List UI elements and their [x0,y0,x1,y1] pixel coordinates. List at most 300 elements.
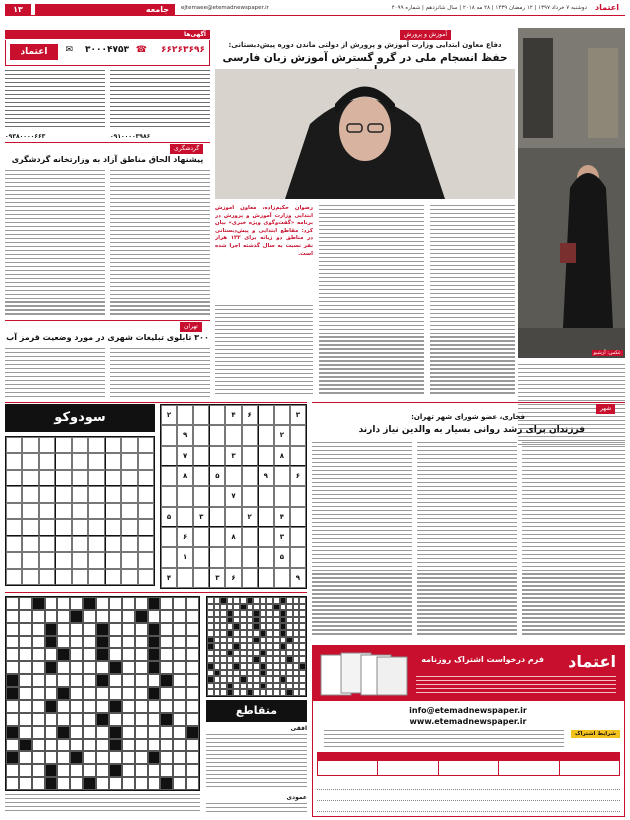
sudoku-cell[interactable]: ۶ [242,405,258,425]
crossword-cell[interactable] [45,700,58,713]
sudoku-cell[interactable] [161,486,177,506]
sudoku-cell[interactable]: ۹ [290,568,306,588]
sudoku-cell[interactable]: ۹ [177,425,193,445]
sudoku-cell[interactable]: ۹ [258,466,274,486]
sudoku-cell[interactable]: ۷ [177,446,193,466]
crossword-cell[interactable] [173,777,186,790]
crossword-cell[interactable] [6,636,19,649]
crossword-cell[interactable] [186,687,199,700]
crossword-cell[interactable] [135,739,148,752]
subscription-fields[interactable] [317,780,620,814]
crossword-cell[interactable] [109,674,122,687]
crossword-cell[interactable] [57,687,70,700]
crossword-cell[interactable] [57,713,70,726]
crossword-cell[interactable] [70,700,83,713]
crossword-cell[interactable] [160,597,173,610]
crossword-cell[interactable] [148,739,161,752]
crossword-cell[interactable] [6,713,19,726]
crossword-cell[interactable] [57,777,70,790]
sudoku-cell[interactable] [161,466,177,486]
crossword-cell[interactable] [57,661,70,674]
crossword-cell[interactable] [96,610,109,623]
sudoku-cell[interactable] [193,405,209,425]
crossword-cell[interactable] [173,700,186,713]
crossword-cell[interactable] [83,687,96,700]
sudoku-cell[interactable] [161,547,177,567]
crossword-cell[interactable] [122,661,135,674]
sudoku-cell[interactable] [258,446,274,466]
crossword-cell[interactable] [96,597,109,610]
crossword-cell[interactable] [45,623,58,636]
crossword-cell[interactable] [173,661,186,674]
crossword-cell[interactable] [45,597,58,610]
crossword-cell[interactable] [32,777,45,790]
crossword-cell[interactable] [19,700,32,713]
crossword-cell[interactable] [70,623,83,636]
crossword-cell[interactable] [32,726,45,739]
crossword-cell[interactable] [148,687,161,700]
crossword-cell[interactable] [109,687,122,700]
crossword-cell[interactable] [186,597,199,610]
crossword-cell[interactable] [122,777,135,790]
crossword-cell[interactable] [32,636,45,649]
crossword-cell[interactable] [109,610,122,623]
sudoku-cell[interactable]: ۵ [161,507,177,527]
crossword-cell[interactable] [70,661,83,674]
crossword-cell[interactable] [32,713,45,726]
crossword-cell[interactable] [83,610,96,623]
crossword-cell[interactable] [32,597,45,610]
crossword-cell[interactable] [83,661,96,674]
sudoku-cell[interactable]: ۴ [161,568,177,588]
crossword-cell[interactable] [45,636,58,649]
crossword-cell[interactable] [6,687,19,700]
crossword-cell[interactable] [19,713,32,726]
sudoku-cell[interactable] [225,425,241,445]
crossword-cell[interactable] [57,636,70,649]
crossword-cell[interactable] [173,739,186,752]
sudoku-cell[interactable]: ۳ [225,446,241,466]
crossword-cell[interactable] [122,674,135,687]
crossword-cell[interactable] [160,648,173,661]
sudoku-cell[interactable] [193,486,209,506]
crossword-cell[interactable] [173,636,186,649]
sudoku-cell[interactable] [274,486,290,506]
crossword-cell[interactable] [83,597,96,610]
crossword-cell[interactable] [19,751,32,764]
crossword-cell[interactable] [135,764,148,777]
crossword-cell[interactable] [70,597,83,610]
sudoku-cell[interactable] [242,486,258,506]
sudoku-cell[interactable] [177,568,193,588]
sudoku-cell[interactable] [193,446,209,466]
crossword-cell[interactable] [19,674,32,687]
crossword-cell[interactable] [135,636,148,649]
crossword-cell[interactable] [135,713,148,726]
crossword-cell[interactable] [6,700,19,713]
sudoku-cell[interactable]: ۴ [274,507,290,527]
crossword-cell[interactable] [32,739,45,752]
sudoku-cell[interactable]: ۱ [177,547,193,567]
sudoku-cell[interactable]: ۷ [225,486,241,506]
crossword-cell[interactable] [173,623,186,636]
crossword-cell[interactable] [186,610,199,623]
crossword-cell[interactable] [186,636,199,649]
sudoku-cell[interactable] [193,466,209,486]
crossword-cell[interactable] [70,777,83,790]
crossword-cell[interactable] [109,764,122,777]
crossword-cell[interactable] [70,610,83,623]
sudoku-cell[interactable] [274,405,290,425]
crossword-cell[interactable] [83,777,96,790]
sudoku-cell[interactable] [258,486,274,506]
crossword-cell[interactable] [173,610,186,623]
sudoku-cell[interactable]: ۳ [290,405,306,425]
crossword-cell[interactable] [45,739,58,752]
crossword-cell[interactable] [148,764,161,777]
crossword-cell[interactable] [135,623,148,636]
crossword-cell[interactable] [122,713,135,726]
crossword-cell[interactable] [135,777,148,790]
crossword-cell[interactable] [186,764,199,777]
crossword-cell[interactable] [19,726,32,739]
sudoku-cell[interactable]: ۶ [177,527,193,547]
crossword-cell[interactable] [96,713,109,726]
crossword-cell[interactable] [57,739,70,752]
crossword-cell[interactable] [6,597,19,610]
crossword-cell[interactable] [70,648,83,661]
crossword-cell[interactable] [45,726,58,739]
sudoku-cell[interactable] [290,486,306,506]
crossword-cell[interactable] [109,623,122,636]
crossword-cell[interactable] [32,751,45,764]
crossword-cell[interactable] [96,636,109,649]
sudoku-grid[interactable] [160,404,307,589]
crossword-cell[interactable] [70,726,83,739]
sudoku-cell[interactable]: ۵ [209,466,225,486]
crossword-cell[interactable] [186,700,199,713]
crossword-cell[interactable] [160,636,173,649]
sudoku-cell[interactable] [258,568,274,588]
crossword-cell[interactable] [6,674,19,687]
crossword-cell[interactable] [6,661,19,674]
sudoku-cell[interactable] [274,466,290,486]
crossword-cell[interactable] [160,726,173,739]
crossword-cell[interactable] [19,648,32,661]
crossword-cell[interactable] [45,687,58,700]
crossword-cell[interactable] [45,751,58,764]
crossword-cell[interactable] [135,674,148,687]
crossword-cell[interactable] [19,636,32,649]
crossword-cell[interactable] [160,739,173,752]
sudoku-cell[interactable]: ۸ [274,446,290,466]
sudoku-cell[interactable] [274,568,290,588]
crossword-cell[interactable] [57,648,70,661]
crossword-cell[interactable] [173,726,186,739]
crossword-cell[interactable] [83,764,96,777]
sudoku-cell[interactable] [258,527,274,547]
crossword-cell[interactable] [19,597,32,610]
sudoku-cell[interactable] [290,547,306,567]
crossword-cell[interactable] [6,777,19,790]
crossword-cell[interactable] [148,597,161,610]
crossword-cell[interactable] [109,713,122,726]
crossword-cell[interactable] [96,674,109,687]
sudoku-cell[interactable] [177,486,193,506]
sudoku-cell[interactable] [225,466,241,486]
crossword-cell[interactable] [148,751,161,764]
crossword-cell[interactable] [122,764,135,777]
crossword-cell[interactable] [57,623,70,636]
sudoku-cell[interactable]: ۳ [209,568,225,588]
sudoku-cell[interactable] [242,527,258,547]
crossword-cell[interactable] [122,751,135,764]
crossword-cell[interactable] [83,739,96,752]
crossword-cell[interactable] [173,648,186,661]
sudoku-cell[interactable] [209,405,225,425]
crossword-cell[interactable] [96,751,109,764]
crossword-cell[interactable] [19,610,32,623]
crossword-cell[interactable] [45,648,58,661]
crossword-cell[interactable] [83,623,96,636]
crossword-cell[interactable] [32,674,45,687]
crossword-cell[interactable] [109,648,122,661]
crossword-cell[interactable] [186,648,199,661]
crossword-cell[interactable] [122,726,135,739]
crossword-cell[interactable] [160,764,173,777]
crossword-cell[interactable] [45,674,58,687]
crossword-cell[interactable] [96,726,109,739]
crossword-cell[interactable] [45,764,58,777]
sudoku-cell[interactable] [290,527,306,547]
crossword-cell[interactable] [19,764,32,777]
crossword-cell[interactable] [173,764,186,777]
subscription-email[interactable]: info@etemadnewspaper.ir [409,706,527,715]
crossword-cell[interactable] [109,739,122,752]
crossword-cell[interactable] [148,777,161,790]
crossword-cell[interactable] [32,700,45,713]
sudoku-cell[interactable] [258,547,274,567]
crossword-cell[interactable] [57,726,70,739]
sudoku-cell[interactable]: ۶ [290,466,306,486]
sudoku-cell[interactable] [242,466,258,486]
crossword-cell[interactable] [32,610,45,623]
crossword-cell[interactable] [109,751,122,764]
crossword-cell[interactable] [70,687,83,700]
sudoku-cell[interactable] [161,425,177,445]
crossword-cell[interactable] [83,648,96,661]
crossword-cell[interactable] [109,700,122,713]
sudoku-cell[interactable] [193,527,209,547]
sudoku-cell[interactable] [258,405,274,425]
crossword-cell[interactable] [6,726,19,739]
crossword-cell[interactable] [186,623,199,636]
crossword-cell[interactable] [96,687,109,700]
crossword-cell[interactable] [160,687,173,700]
crossword-cell[interactable] [122,687,135,700]
crossword-cell[interactable] [135,751,148,764]
crossword-cell[interactable] [96,739,109,752]
crossword-cell[interactable] [122,739,135,752]
crossword-cell[interactable] [19,777,32,790]
crossword-cell[interactable] [6,739,19,752]
crossword-cell[interactable] [186,661,199,674]
crossword-cell[interactable] [135,687,148,700]
crossword-cell[interactable] [109,661,122,674]
crossword-cell[interactable] [57,751,70,764]
crossword-cell[interactable] [6,764,19,777]
crossword-cell[interactable] [19,687,32,700]
crossword-cell[interactable] [135,648,148,661]
crossword-cell[interactable] [83,751,96,764]
crossword-cell[interactable] [57,674,70,687]
crossword-cell[interactable] [32,687,45,700]
crossword-cell[interactable] [135,597,148,610]
crossword-cell[interactable] [122,597,135,610]
crossword-cell[interactable] [160,751,173,764]
crossword-cell[interactable] [70,636,83,649]
crossword-cell[interactable] [173,751,186,764]
crossword-cell[interactable] [45,777,58,790]
sudoku-cell[interactable]: ۲ [274,425,290,445]
crossword-cell[interactable] [186,777,199,790]
crossword-grid[interactable] [5,596,200,791]
crossword-cell[interactable] [96,777,109,790]
crossword-cell[interactable] [160,777,173,790]
crossword-cell[interactable] [96,648,109,661]
crossword-cell[interactable] [70,713,83,726]
sudoku-cell[interactable] [209,527,225,547]
crossword-cell[interactable] [109,636,122,649]
crossword-cell[interactable] [57,764,70,777]
sudoku-cell[interactable]: ۸ [177,466,193,486]
crossword-cell[interactable] [122,610,135,623]
crossword-cell[interactable] [135,700,148,713]
crossword-cell[interactable] [19,739,32,752]
crossword-cell[interactable] [70,751,83,764]
crossword-cell[interactable] [45,610,58,623]
crossword-cell[interactable] [19,661,32,674]
crossword-cell[interactable] [96,623,109,636]
sudoku-cell[interactable]: ۳ [193,507,209,527]
crossword-cell[interactable] [148,623,161,636]
crossword-cell[interactable] [83,700,96,713]
crossword-cell[interactable] [32,623,45,636]
crossword-cell[interactable] [173,674,186,687]
sudoku-cell[interactable] [177,507,193,527]
crossword-cell[interactable] [135,610,148,623]
sudoku-cell[interactable] [209,507,225,527]
crossword-cell[interactable] [148,610,161,623]
sudoku-cell[interactable] [161,446,177,466]
crossword-cell[interactable] [83,713,96,726]
sudoku-cell[interactable] [209,486,225,506]
crossword-cell[interactable] [148,713,161,726]
sudoku-cell[interactable] [225,507,241,527]
sudoku-cell[interactable] [193,425,209,445]
crossword-cell[interactable] [160,623,173,636]
sudoku-cell[interactable] [209,425,225,445]
crossword-cell[interactable] [148,700,161,713]
crossword-cell[interactable] [135,726,148,739]
crossword-cell[interactable] [109,726,122,739]
sudoku-cell[interactable]: ۸ [225,527,241,547]
sudoku-cell[interactable]: ۵ [274,547,290,567]
crossword-cell[interactable] [122,648,135,661]
crossword-cell[interactable] [83,726,96,739]
sudoku-cell[interactable] [290,507,306,527]
sudoku-cell[interactable] [161,527,177,547]
crossword-cell[interactable] [70,764,83,777]
crossword-cell[interactable] [160,674,173,687]
sudoku-cell[interactable] [209,446,225,466]
sudoku-cell[interactable] [242,568,258,588]
crossword-cell[interactable] [109,777,122,790]
sudoku-cell[interactable] [177,405,193,425]
crossword-cell[interactable] [173,687,186,700]
crossword-cell[interactable] [186,674,199,687]
crossword-cell[interactable] [6,648,19,661]
crossword-cell[interactable] [6,751,19,764]
sudoku-cell[interactable] [242,425,258,445]
crossword-cell[interactable] [96,700,109,713]
crossword-cell[interactable] [160,700,173,713]
crossword-cell[interactable] [6,610,19,623]
crossword-cell[interactable] [122,700,135,713]
crossword-cell[interactable] [109,597,122,610]
sudoku-cell[interactable] [193,568,209,588]
crossword-cell[interactable] [186,726,199,739]
crossword-cell[interactable] [148,726,161,739]
crossword-cell[interactable] [57,700,70,713]
crossword-cell[interactable] [160,610,173,623]
sudoku-cell[interactable] [225,547,241,567]
crossword-cell[interactable] [19,623,32,636]
crossword-cell[interactable] [96,661,109,674]
crossword-cell[interactable] [148,674,161,687]
crossword-cell[interactable] [122,623,135,636]
crossword-cell[interactable] [32,648,45,661]
sudoku-cell[interactable] [290,446,306,466]
crossword-cell[interactable] [173,713,186,726]
sudoku-cell[interactable] [242,547,258,567]
crossword-cell[interactable] [135,661,148,674]
sudoku-cell[interactable]: ۳ [274,527,290,547]
sudoku-cell[interactable] [258,425,274,445]
sudoku-cell[interactable]: ۲ [161,405,177,425]
crossword-cell[interactable] [148,636,161,649]
crossword-cell[interactable] [57,597,70,610]
crossword-cell[interactable] [57,610,70,623]
sudoku-cell[interactable]: ۶ [225,568,241,588]
sudoku-cell[interactable] [242,446,258,466]
crossword-cell[interactable] [70,674,83,687]
crossword-cell[interactable] [173,597,186,610]
crossword-cell[interactable] [6,623,19,636]
crossword-cell[interactable] [70,739,83,752]
crossword-cell[interactable] [186,739,199,752]
sudoku-cell[interactable] [193,547,209,567]
crossword-cell[interactable] [83,674,96,687]
crossword-cell[interactable] [83,636,96,649]
subscription-website[interactable]: www.etemadnewspaper.ir [409,717,527,726]
crossword-cell[interactable] [160,713,173,726]
crossword-cell[interactable] [148,648,161,661]
sudoku-cell[interactable]: ۴ [225,405,241,425]
crossword-cell[interactable] [32,661,45,674]
crossword-cell[interactable] [122,636,135,649]
crossword-cell[interactable] [45,661,58,674]
